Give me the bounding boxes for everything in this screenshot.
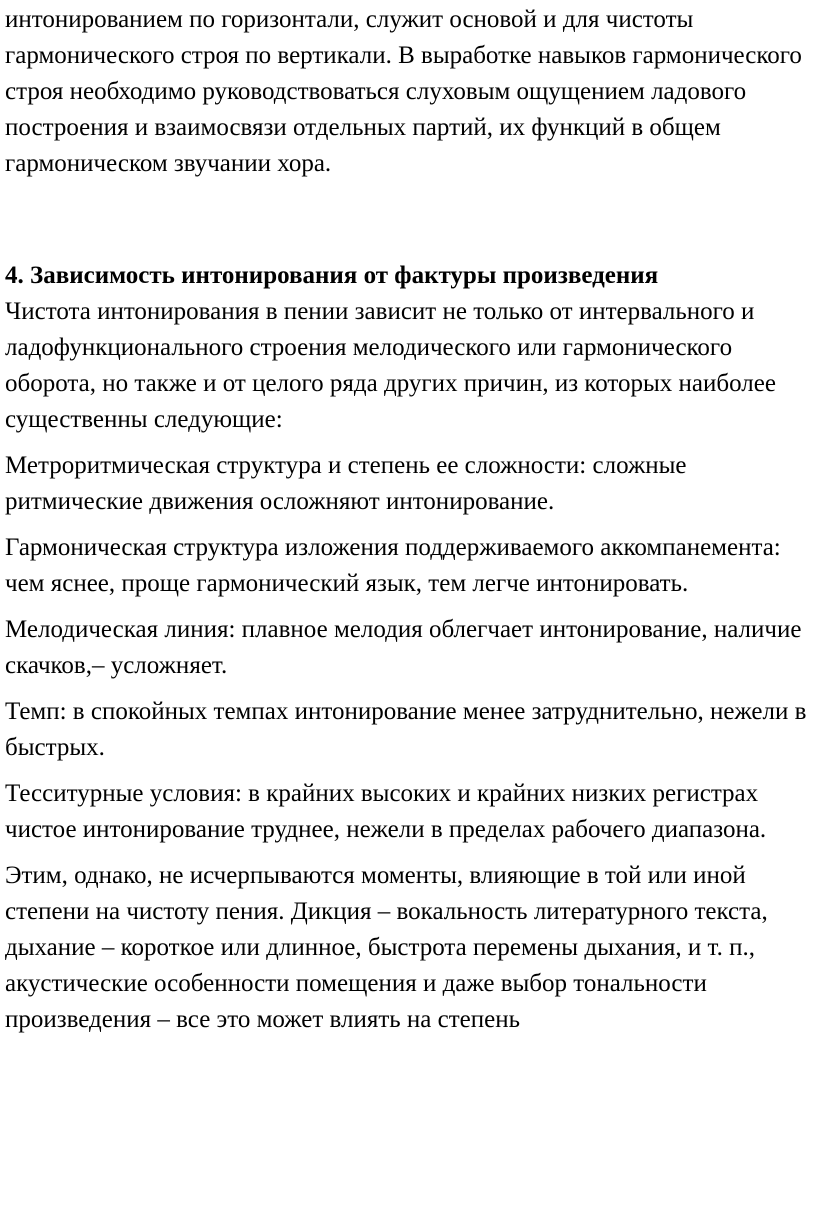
paragraph-metrorhythm: Метроритмическая структура и степень ее сложности: сложные ритмические движения осложняют интонирование. <box>5 452 687 515</box>
section-intro-paragraph: Чистота интонирования в пении зависит не только от интервального и ладофункционального строения мелодического или гармонического оборота, но также и от целого ряда других причин, из которых наиболее существенны следующие: <box>5 298 776 433</box>
section-block <box>5 258 810 438</box>
paragraph-tessitura: Тесситурные условия: в крайних высоких и крайних низких регистрах чистое интонирование труднее, нежели в пределах рабочего диапазона. <box>5 780 767 843</box>
intro-paragraph: интонированием по горизонтали, служит основой и для чистоты гармонического строя по вертикали. В выработке навыков гармонического строя необходимо руководствоваться слуховым ощущением ладового построения и взаимосвязи отдельных партий, их функций в общем гармоническом звучании хора. <box>5 6 802 177</box>
paragraph-harmonic-structure: Гармоническая структура изложения поддерживаемого аккомпанемента: чем яснее, проще гармонический язык, тем легче интонировать. <box>5 534 781 597</box>
paragraph-tempo: Темп: в спокойных темпах интонирование менее затруднительно, нежели в быстрых. <box>5 698 807 761</box>
section-heading: 4. Зависимость интонирования от фактуры произведения <box>5 262 659 289</box>
paragraph-melodic-line: Мелодическая линия: плавное мелодия облегчает интонирование, наличие скачков,– усложняет. <box>5 616 802 679</box>
paragraph-other-factors: Этим, однако, не исчерпываются моменты, влияющие в той или иной степени на чистоту пения. Дикция – вокальность литературного текста, дыхание – короткое или длинное, быстрота перемены дыхания, и т. п., акустические особенности помещения и даже выбор тональности произведения – все это может влиять на степень <box>5 862 768 1033</box>
